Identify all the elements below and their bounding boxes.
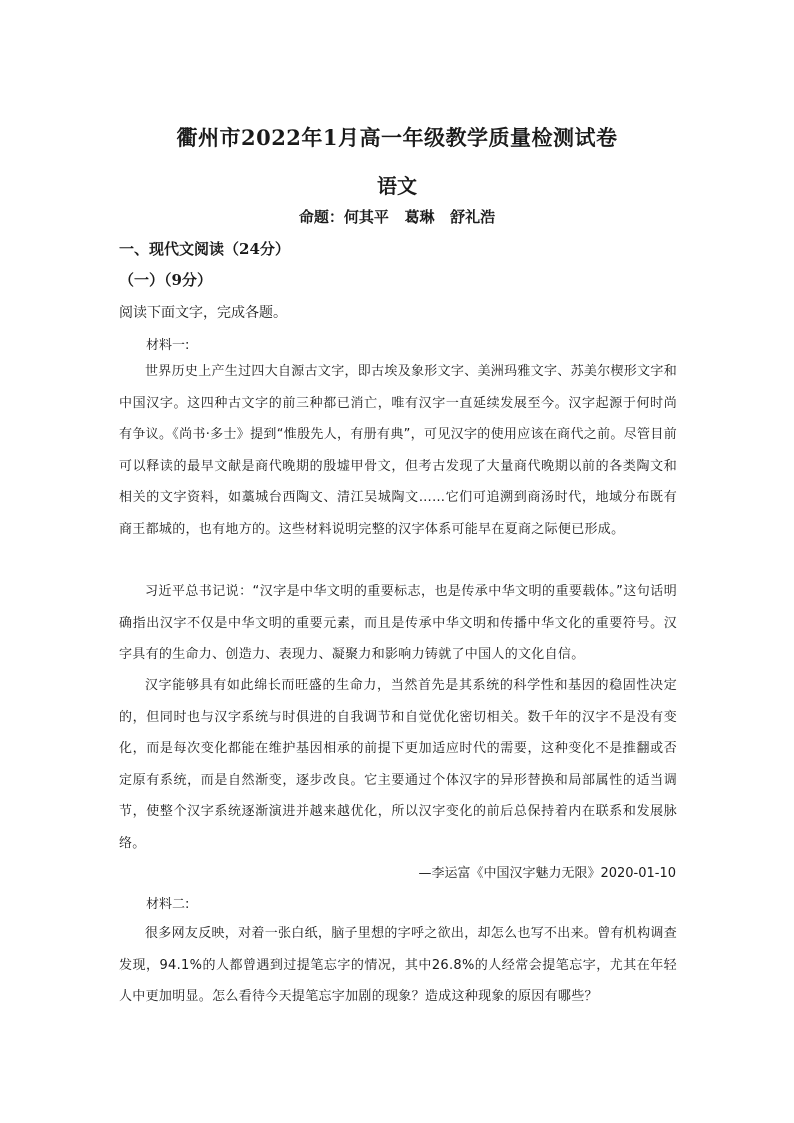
material-one-label: 材料一: [146, 338, 190, 353]
material-two-paragraph: 很多网友反映，对着一张白纸，脑子里想的字呼之欲出，却怎么也写不出来。曾有机构调查发现，94.1%的人都曾遇到过提笔忘字的情况，其中26.8%的人经常会提笔忘字，尤其在年轻人中更加明显。怎么看待今天提笔忘字加剧的现象？造成这种现象的原因有哪些？ [119, 926, 678, 1004]
authors-line: 命题：何其平 葛琳 舒礼浩 [298, 208, 496, 226]
material-one-paragraph-3: 汉字能够具有如此绵长而旺盛的生命力，当然首先是其系统的科学性和基因的稳固性决定的，但同时也与汉字系统与时俱进的自我调节和自觉优化密切相关。数千年的汉字不是没有变化，而是每次变化都能在维护基因相承的前提下更加适应时代的需要，这种变化不是推翻或否定原有系统，而是自然渐变，逐步改良。它主要通过个体汉字的异形替换和局部属性的适当调节，使整个汉字系统逐渐演进并越来越优化，所以汉字变化的前后总保持着内在联系和发展脉络。 [119, 678, 677, 851]
subsection-heading: （一）（9分） [119, 271, 212, 289]
material-one-paragraph-1: 世界历史上产生过四大自源古文字，即古埃及象形文字、美洲玛雅文字、苏美尔楔形文字和中国汉字。这四种古文字的前三种都已消亡，唯有汉字一直延续发展至今。汉字起源于何时尚有争议。《尚书·多士》提到“惟殷先人，有册有典”，可见汉字的使用应该在商代之前。尽管目前可以释读的最早文献是商代晚期的殷墟甲骨文，但考古发现了大量商代晚期以前的各类陶文和相关的文字资料，如藁城台西陶文、清江吴城陶文……它们可追溯到商汤时代，地域分布既有商王都城的，也有地方的。这些材料说明完整的汉字体系可能早在夏商之际便已形成。 [119, 364, 678, 537]
exam-title: 衢州市2022年1月高一年级教学质量检测试卷 [176, 125, 618, 150]
reading-instruction: 阅读下面文字，完成各题。 [119, 305, 287, 321]
material-one-paragraph-2: 习近平总书记说：“汉字是中华文明的重要标志，也是传承中华文明的重要载体。”这句话明确指出汉字不仅是中华文明的重要元素，而且是传承中华文明和传播中华文化的重要符号。汉字具有的生命力、创造力、表现力、凝聚力和影响力铸就了中国人的文化自信。 [119, 584, 677, 662]
subject-title: 语文 [377, 174, 417, 198]
material-one-source: —李运富《中国汉字魅力无限》2020-01-10 [418, 866, 676, 881]
material-two-label: 材料二: [146, 897, 190, 912]
section-heading: 一、现代文阅读（24分） [119, 240, 290, 258]
